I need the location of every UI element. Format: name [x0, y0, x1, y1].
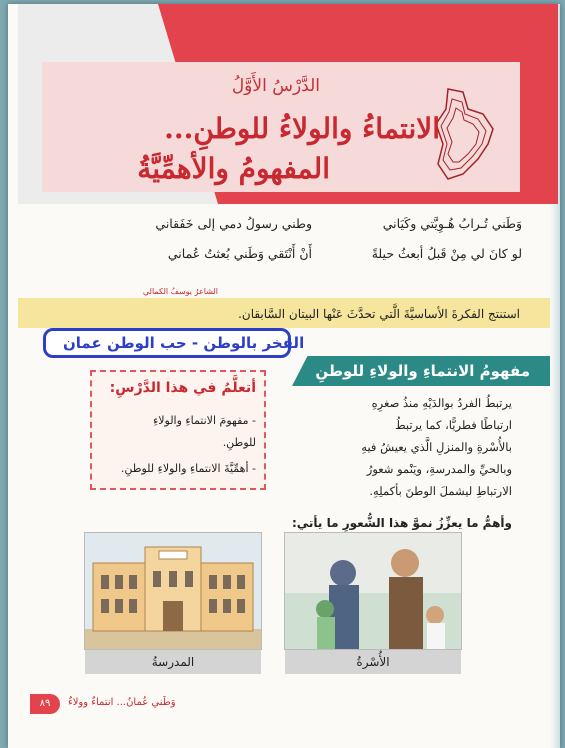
poem-line2-right: لو كانَ لي مِنْ قَبلُ أبعثُ حيلةً — [371, 246, 522, 261]
footer-text: وَطَني عُمانُ... انتماءٌ وولاءٌ — [68, 697, 176, 708]
school-building-icon — [85, 533, 261, 649]
poem-line2-left: أَنْ أَنْتَقي وَطَني بُعثتُ عُماني — [167, 246, 312, 261]
para-line: وبالحيِّ والمدرسةِ، ويَنْمو شعورُ — [366, 462, 512, 476]
poem-line2 — [42, 246, 522, 266]
learn-item-2: - أهمِّيَّةَ الانتماءِ والولاءِ للوطنِ. — [120, 462, 256, 475]
poem-line1-right: وَطَني تُـرابُ هُـوِيَّتي وكَيَاني — [382, 216, 522, 231]
para-line: بالأُسْرةِ والمنزلِ الَّذي يعيشُ فيهِ — [361, 440, 512, 454]
school-caption: المدرسةُ — [85, 650, 261, 674]
learn-item-1-cont: للوطنِ. — [222, 436, 256, 449]
para-line: ارتباطًا فطريًّا، كما يرتبطُ — [395, 418, 512, 432]
school-image — [84, 532, 262, 650]
section-banner-title: مفهومُ الانتماءِ والولاءِ للوطنِ — [315, 362, 530, 380]
learn-item-1: - مفهومَ الانتماءِ والولاءِ — [153, 414, 256, 427]
family-caption: الأُسْرةُ — [285, 650, 461, 674]
family-icon — [285, 533, 461, 649]
textbook-page — [8, 4, 560, 748]
poem-line1-left: وطني رسولُ دمي إلى خَفَقاني — [155, 216, 312, 231]
lesson-title-line1: الانتماءُ والولاءُ للوطنِ... — [164, 112, 440, 145]
para-line: يرتبطُ الفردُ بوالدَيْهِ منذُ صغرِهِ — [371, 396, 512, 410]
learn-title: أتعلَّمُ في هذا الدَّرْسِ: — [109, 380, 256, 396]
question-text: وأهمُّ ما يعزِّزُ نموَّ هذا الشُّعورِ ما يأتي: — [291, 516, 512, 530]
task-prompt: استنتج الفكرةَ الأساسيَّةَ الَّتي تحدَّثَ عَنْها البيتان السَّابقان. — [238, 307, 520, 321]
lesson-label: الدَّرْسُ الأَوَّلُ — [231, 76, 320, 96]
page-number: ٨٩ — [30, 694, 60, 714]
para-line: الارتباطِ ليشملَ الوطنَ بأكملِهِ. — [369, 484, 512, 498]
lesson-title-line2: المفهومُ والأهمِّيَّةُ — [137, 152, 330, 185]
intro-paragraph — [332, 396, 512, 506]
poem-line1 — [42, 216, 522, 236]
poet-name: الشاعرُ يوسفُ الكمالي — [142, 287, 218, 296]
learn-box — [90, 370, 266, 490]
answer-text: الفخر بالوطن - حب الوطن عمان — [63, 334, 305, 352]
family-image — [284, 532, 462, 650]
